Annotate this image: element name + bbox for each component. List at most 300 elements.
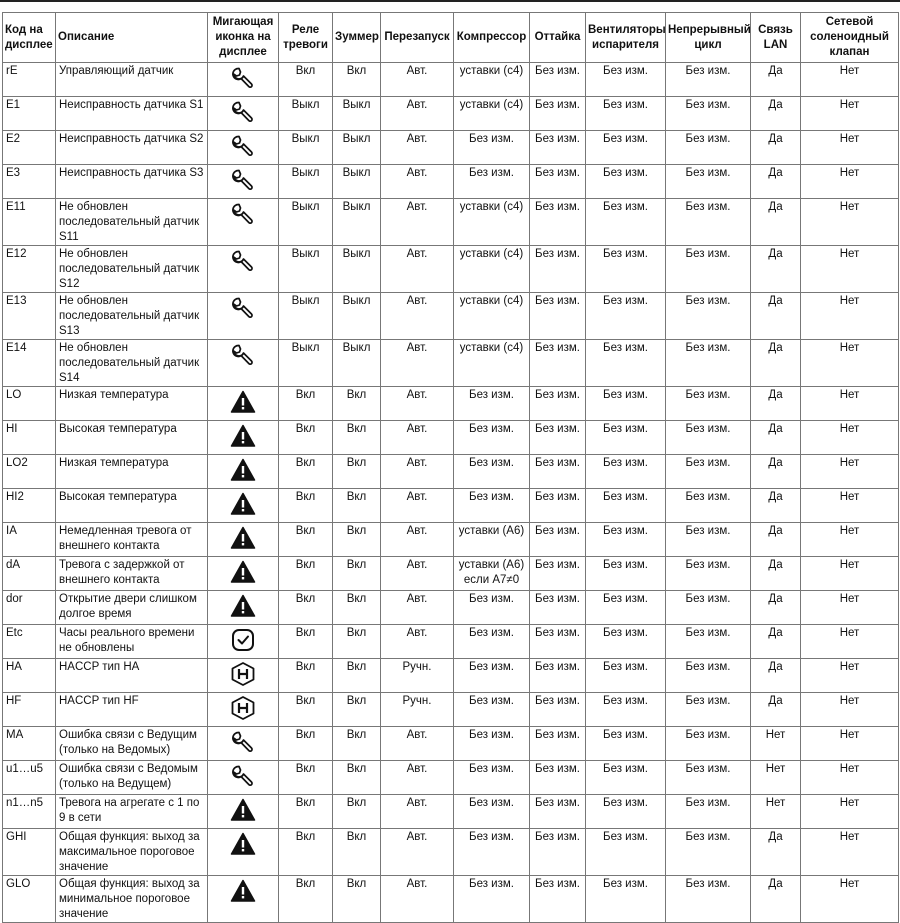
cell-cont: Без изм.: [666, 293, 751, 340]
cell-cont: Без изм.: [666, 165, 751, 199]
cell-code: MA: [3, 727, 56, 761]
cell-code: LO2: [3, 455, 56, 489]
cell-desc: Неисправность датчика S3: [56, 165, 208, 199]
cell-relay: Вкл: [279, 829, 333, 876]
cell-icon: [208, 761, 279, 795]
cell-defrost: Без изм.: [530, 727, 586, 761]
cell-valve: Нет: [801, 421, 899, 455]
cell-lan: Нет: [751, 795, 801, 829]
cell-defrost: Без изм.: [530, 625, 586, 659]
wrench-icon: [230, 133, 256, 159]
cell-valve: Нет: [801, 246, 899, 293]
cell-fans: Без изм.: [586, 246, 666, 293]
cell-valve: Нет: [801, 591, 899, 625]
cell-icon: [208, 795, 279, 829]
cell-code: Etc: [3, 625, 56, 659]
cell-reset: Авт.: [381, 340, 454, 387]
cell-valve: Нет: [801, 876, 899, 923]
cell-reset: Авт.: [381, 727, 454, 761]
cell-relay: Вкл: [279, 625, 333, 659]
cell-buzzer: Выкл: [333, 293, 381, 340]
cell-icon: [208, 523, 279, 557]
cell-defrost: Без изм.: [530, 421, 586, 455]
cell-icon: [208, 455, 279, 489]
cell-lan: Да: [751, 199, 801, 246]
cell-defrost: Без изм.: [530, 693, 586, 727]
cell-reset: Авт.: [381, 165, 454, 199]
header-continuous: Непрерывный цикл: [666, 13, 751, 63]
cell-code: E2: [3, 131, 56, 165]
cell-fans: Без изм.: [586, 591, 666, 625]
cell-desc: Ошибка связи с Ведомым (только на Ведущем): [56, 761, 208, 795]
cell-reset: Авт.: [381, 557, 454, 591]
cell-code: E12: [3, 246, 56, 293]
cell-buzzer: Вкл: [333, 761, 381, 795]
haccp-icon: [230, 661, 256, 687]
cell-desc: Низкая температура: [56, 387, 208, 421]
cell-code: E1: [3, 97, 56, 131]
wrench-icon: [230, 99, 256, 125]
cell-valve: Нет: [801, 829, 899, 876]
cell-desc: Высокая температура: [56, 489, 208, 523]
cell-desc: Тревога на агрегате с 1 по 9 в сети: [56, 795, 208, 829]
cell-reset: Ручн.: [381, 693, 454, 727]
cell-reset: Авт.: [381, 421, 454, 455]
table-row: [3, 625, 899, 659]
header-row: [3, 13, 899, 63]
cell-cont: Без изм.: [666, 340, 751, 387]
cell-buzzer: Вкл: [333, 693, 381, 727]
cell-valve: Нет: [801, 165, 899, 199]
cell-icon: [208, 131, 279, 165]
cell-lan: Да: [751, 340, 801, 387]
cell-desc: Не обновлен последовательный датчик S11: [56, 199, 208, 246]
cell-comp: Без изм.: [454, 489, 530, 523]
cell-fans: Без изм.: [586, 455, 666, 489]
cell-comp: уставки (c4): [454, 63, 530, 97]
cell-icon: [208, 63, 279, 97]
cell-relay: Вкл: [279, 795, 333, 829]
cell-lan: Да: [751, 97, 801, 131]
cell-relay: Вкл: [279, 761, 333, 795]
cell-valve: Нет: [801, 97, 899, 131]
table-row: [3, 293, 899, 340]
cell-cont: Без изм.: [666, 455, 751, 489]
header-lan: Связь LAN: [751, 13, 801, 63]
cell-comp: Без изм.: [454, 829, 530, 876]
cell-code: E3: [3, 165, 56, 199]
alarm-table: [2, 12, 899, 923]
table-row: [3, 829, 899, 876]
cell-buzzer: Выкл: [333, 165, 381, 199]
cell-code: HI2: [3, 489, 56, 523]
header-defrost: Оттайка: [530, 13, 586, 63]
warning-icon: [230, 491, 256, 517]
cell-defrost: Без изм.: [530, 455, 586, 489]
cell-desc: Низкая температура: [56, 455, 208, 489]
cell-lan: Да: [751, 876, 801, 923]
cell-fans: Без изм.: [586, 761, 666, 795]
table-row: [3, 421, 899, 455]
cell-reset: Авт.: [381, 795, 454, 829]
cell-cont: Без изм.: [666, 97, 751, 131]
cell-desc: Тревога с задержкой от внешнего контакта: [56, 557, 208, 591]
cell-relay: Выкл: [279, 97, 333, 131]
table-row: [3, 165, 899, 199]
cell-lan: Да: [751, 63, 801, 97]
cell-comp: Без изм.: [454, 625, 530, 659]
cell-fans: Без изм.: [586, 523, 666, 557]
cell-comp: Без изм.: [454, 876, 530, 923]
cell-lan: Да: [751, 659, 801, 693]
wrench-icon: [230, 763, 256, 789]
cell-icon: [208, 489, 279, 523]
cell-reset: Авт.: [381, 455, 454, 489]
cell-reset: Авт.: [381, 387, 454, 421]
header-desc: Описание: [56, 13, 208, 63]
haccp-icon: [230, 695, 256, 721]
cell-defrost: Без изм.: [530, 63, 586, 97]
cell-reset: Ручн.: [381, 659, 454, 693]
cell-cont: Без изм.: [666, 761, 751, 795]
cell-cont: Без изм.: [666, 387, 751, 421]
table-row: [3, 659, 899, 693]
cell-code: HI: [3, 421, 56, 455]
cell-lan: Да: [751, 421, 801, 455]
cell-valve: Нет: [801, 727, 899, 761]
cell-reset: Авт.: [381, 63, 454, 97]
cell-desc: Общая функция: выход за минимальное пороговое значение: [56, 876, 208, 923]
cell-fans: Без изм.: [586, 876, 666, 923]
cell-buzzer: Вкл: [333, 659, 381, 693]
table-row: [3, 727, 899, 761]
table-row: [3, 557, 899, 591]
cell-icon: [208, 165, 279, 199]
cell-icon: [208, 293, 279, 340]
cell-lan: Да: [751, 523, 801, 557]
table-row: [3, 63, 899, 97]
cell-cont: Без изм.: [666, 659, 751, 693]
cell-defrost: Без изм.: [530, 591, 586, 625]
cell-code: IA: [3, 523, 56, 557]
cell-desc: Часы реального времени не обновлены: [56, 625, 208, 659]
cell-buzzer: Вкл: [333, 523, 381, 557]
cell-desc: HACCP тип HF: [56, 693, 208, 727]
cell-desc: Неисправность датчика S1: [56, 97, 208, 131]
cell-valve: Нет: [801, 625, 899, 659]
cell-lan: Да: [751, 557, 801, 591]
cell-defrost: Без изм.: [530, 387, 586, 421]
cell-icon: [208, 199, 279, 246]
header-fans: Вентиляторы испарителя: [586, 13, 666, 63]
header-code: Код на дисплее: [3, 13, 56, 63]
cell-buzzer: Вкл: [333, 455, 381, 489]
cell-comp: уставки (c4): [454, 340, 530, 387]
cell-valve: Нет: [801, 659, 899, 693]
cell-relay: Вкл: [279, 876, 333, 923]
cell-code: HA: [3, 659, 56, 693]
cell-desc: Ошибка связи с Ведущим (только на Ведомых): [56, 727, 208, 761]
cell-code: u1…u5: [3, 761, 56, 795]
cell-relay: Вкл: [279, 63, 333, 97]
table-row: [3, 489, 899, 523]
cell-relay: Вкл: [279, 727, 333, 761]
cell-desc: Неисправность датчика S2: [56, 131, 208, 165]
cell-lan: Да: [751, 165, 801, 199]
cell-reset: Авт.: [381, 761, 454, 795]
clock-icon: [230, 627, 256, 653]
cell-valve: Нет: [801, 795, 899, 829]
cell-fans: Без изм.: [586, 693, 666, 727]
cell-defrost: Без изм.: [530, 876, 586, 923]
top-rule: [0, 0, 900, 2]
cell-lan: Да: [751, 591, 801, 625]
cell-defrost: Без изм.: [530, 131, 586, 165]
cell-buzzer: Вкл: [333, 625, 381, 659]
cell-reset: Авт.: [381, 489, 454, 523]
cell-buzzer: Вкл: [333, 591, 381, 625]
cell-fans: Без изм.: [586, 131, 666, 165]
cell-icon: [208, 421, 279, 455]
cell-defrost: Без изм.: [530, 165, 586, 199]
cell-fans: Без изм.: [586, 293, 666, 340]
cell-comp: уставки (c4): [454, 97, 530, 131]
cell-fans: Без изм.: [586, 625, 666, 659]
cell-relay: Вкл: [279, 693, 333, 727]
warning-icon: [230, 457, 256, 483]
cell-cont: Без изм.: [666, 489, 751, 523]
table-row: [3, 97, 899, 131]
cell-fans: Без изм.: [586, 795, 666, 829]
cell-defrost: Без изм.: [530, 340, 586, 387]
cell-valve: Нет: [801, 387, 899, 421]
cell-cont: Без изм.: [666, 693, 751, 727]
header-reset: Перезапуск: [381, 13, 454, 63]
table-row: [3, 340, 899, 387]
cell-reset: Авт.: [381, 131, 454, 165]
cell-comp: Без изм.: [454, 421, 530, 455]
cell-cont: Без изм.: [666, 523, 751, 557]
cell-defrost: Без изм.: [530, 761, 586, 795]
cell-comp: уставки (c4): [454, 199, 530, 246]
cell-valve: Нет: [801, 523, 899, 557]
cell-defrost: Без изм.: [530, 293, 586, 340]
cell-fans: Без изм.: [586, 727, 666, 761]
cell-desc: HACCP тип HA: [56, 659, 208, 693]
cell-icon: [208, 659, 279, 693]
cell-buzzer: Вкл: [333, 876, 381, 923]
warning-icon: [230, 878, 256, 904]
cell-desc: Открытие двери слишком долгое время: [56, 591, 208, 625]
wrench-icon: [230, 342, 256, 368]
cell-cont: Без изм.: [666, 591, 751, 625]
cell-valve: Нет: [801, 131, 899, 165]
cell-valve: Нет: [801, 489, 899, 523]
cell-code: dor: [3, 591, 56, 625]
cell-buzzer: Выкл: [333, 131, 381, 165]
warning-icon: [230, 389, 256, 415]
table-row: [3, 523, 899, 557]
cell-buzzer: Вкл: [333, 829, 381, 876]
cell-comp: Без изм.: [454, 795, 530, 829]
cell-icon: [208, 693, 279, 727]
cell-relay: Вкл: [279, 455, 333, 489]
cell-cont: Без изм.: [666, 829, 751, 876]
cell-code: n1…n5: [3, 795, 56, 829]
cell-valve: Нет: [801, 199, 899, 246]
cell-comp: Без изм.: [454, 591, 530, 625]
cell-defrost: Без изм.: [530, 795, 586, 829]
cell-cont: Без изм.: [666, 199, 751, 246]
cell-buzzer: Вкл: [333, 421, 381, 455]
wrench-icon: [230, 729, 256, 755]
cell-valve: Нет: [801, 340, 899, 387]
cell-reset: Авт.: [381, 591, 454, 625]
warning-icon: [230, 423, 256, 449]
cell-reset: Авт.: [381, 876, 454, 923]
cell-lan: Нет: [751, 727, 801, 761]
cell-relay: Выкл: [279, 165, 333, 199]
cell-code: E13: [3, 293, 56, 340]
cell-comp: уставки (c4): [454, 246, 530, 293]
table-row: [3, 693, 899, 727]
cell-cont: Без изм.: [666, 876, 751, 923]
cell-comp: Без изм.: [454, 131, 530, 165]
table-row: [3, 246, 899, 293]
wrench-icon: [230, 295, 256, 321]
cell-icon: [208, 727, 279, 761]
cell-relay: Вкл: [279, 387, 333, 421]
cell-cont: Без изм.: [666, 421, 751, 455]
cell-defrost: Без изм.: [530, 489, 586, 523]
cell-relay: Выкл: [279, 131, 333, 165]
header-buzzer: Зуммер: [333, 13, 381, 63]
cell-icon: [208, 876, 279, 923]
warning-icon: [230, 797, 256, 823]
cell-code: GLO: [3, 876, 56, 923]
cell-desc: Не обновлен последовательный датчик S13: [56, 293, 208, 340]
warning-icon: [230, 593, 256, 619]
cell-desc: Немедленная тревога от внешнего контакта: [56, 523, 208, 557]
table-row: [3, 455, 899, 489]
cell-icon: [208, 625, 279, 659]
table-row: [3, 199, 899, 246]
cell-reset: Авт.: [381, 625, 454, 659]
cell-desc: Высокая температура: [56, 421, 208, 455]
cell-fans: Без изм.: [586, 63, 666, 97]
cell-cont: Без изм.: [666, 727, 751, 761]
cell-valve: Нет: [801, 693, 899, 727]
cell-reset: Авт.: [381, 829, 454, 876]
header-icon: Мигающая иконка на дисплее: [208, 13, 279, 63]
cell-desc: Управляющий датчик: [56, 63, 208, 97]
cell-lan: Да: [751, 693, 801, 727]
cell-valve: Нет: [801, 63, 899, 97]
cell-relay: Вкл: [279, 523, 333, 557]
cell-cont: Без изм.: [666, 625, 751, 659]
cell-icon: [208, 97, 279, 131]
cell-lan: Да: [751, 246, 801, 293]
table-row: [3, 131, 899, 165]
cell-comp: уставки (A6) если A7≠0: [454, 557, 530, 591]
cell-fans: Без изм.: [586, 97, 666, 131]
cell-valve: Нет: [801, 557, 899, 591]
cell-fans: Без изм.: [586, 165, 666, 199]
cell-fans: Без изм.: [586, 659, 666, 693]
cell-comp: уставки (A6): [454, 523, 530, 557]
cell-defrost: Без изм.: [530, 659, 586, 693]
wrench-icon: [230, 201, 256, 227]
cell-comp: Без изм.: [454, 727, 530, 761]
cell-lan: Да: [751, 387, 801, 421]
wrench-icon: [230, 248, 256, 274]
table-row: [3, 876, 899, 923]
cell-fans: Без изм.: [586, 421, 666, 455]
cell-buzzer: Выкл: [333, 246, 381, 293]
cell-relay: Выкл: [279, 340, 333, 387]
cell-code: E11: [3, 199, 56, 246]
cell-defrost: Без изм.: [530, 557, 586, 591]
cell-reset: Авт.: [381, 246, 454, 293]
cell-comp: Без изм.: [454, 455, 530, 489]
cell-defrost: Без изм.: [530, 199, 586, 246]
warning-icon: [230, 559, 256, 585]
table-row: [3, 795, 899, 829]
cell-desc: Общая функция: выход за максимальное пороговое значение: [56, 829, 208, 876]
cell-buzzer: Вкл: [333, 63, 381, 97]
cell-buzzer: Выкл: [333, 199, 381, 246]
cell-comp: Без изм.: [454, 659, 530, 693]
cell-defrost: Без изм.: [530, 523, 586, 557]
cell-lan: Да: [751, 455, 801, 489]
cell-icon: [208, 557, 279, 591]
cell-defrost: Без изм.: [530, 97, 586, 131]
cell-comp: Без изм.: [454, 693, 530, 727]
cell-code: GHI: [3, 829, 56, 876]
cell-buzzer: Выкл: [333, 97, 381, 131]
cell-valve: Нет: [801, 761, 899, 795]
cell-cont: Без изм.: [666, 557, 751, 591]
table-body: [3, 63, 899, 923]
cell-relay: Вкл: [279, 421, 333, 455]
cell-code: E14: [3, 340, 56, 387]
cell-fans: Без изм.: [586, 557, 666, 591]
cell-buzzer: Вкл: [333, 727, 381, 761]
cell-fans: Без изм.: [586, 199, 666, 246]
header-compressor: Компрессор: [454, 13, 530, 63]
cell-reset: Авт.: [381, 97, 454, 131]
cell-lan: Да: [751, 293, 801, 340]
cell-defrost: Без изм.: [530, 829, 586, 876]
cell-desc: Не обновлен последовательный датчик S14: [56, 340, 208, 387]
cell-fans: Без изм.: [586, 489, 666, 523]
cell-valve: Нет: [801, 455, 899, 489]
cell-code: rE: [3, 63, 56, 97]
cell-desc: Не обновлен последовательный датчик S12: [56, 246, 208, 293]
cell-code: dA: [3, 557, 56, 591]
table-row: [3, 761, 899, 795]
cell-comp: Без изм.: [454, 165, 530, 199]
cell-buzzer: Вкл: [333, 557, 381, 591]
cell-lan: Нет: [751, 761, 801, 795]
cell-fans: Без изм.: [586, 387, 666, 421]
cell-fans: Без изм.: [586, 340, 666, 387]
table-row: [3, 387, 899, 421]
header-valve: Сетевой соленоидный клапан: [801, 13, 899, 63]
cell-lan: Да: [751, 829, 801, 876]
cell-icon: [208, 591, 279, 625]
cell-cont: Без изм.: [666, 795, 751, 829]
